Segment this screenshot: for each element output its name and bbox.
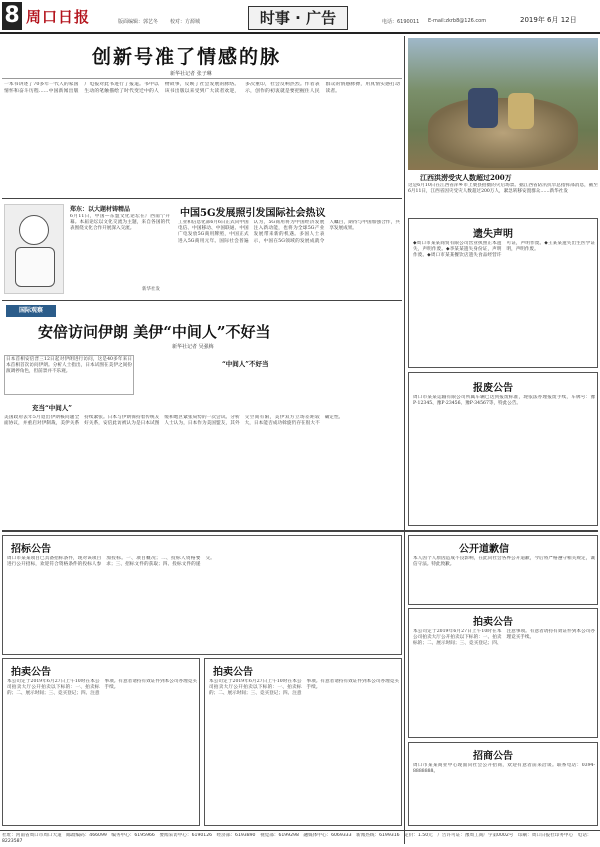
auction-notice-left-box xyxy=(2,658,200,826)
caricature-body: 6月11日，中国—东盟文化论坛在广西南宁开幕。本届论坛以文化交流为主题，来自各国的代表围绕文化合作开展深入交流。 xyxy=(70,214,170,232)
article-innovation xyxy=(2,38,402,196)
tender-notice-title: 招标公告 xyxy=(11,544,51,555)
page-number: 8 xyxy=(2,2,22,30)
article-innovation-body: 一本书讲述了70多年一代人的家国情怀和奋斗历程……中国新闻出版广电报对此书进行了报道。书中以生动的笔触描绘了时代变迁中的人物故事，反映了社会发展的脉络。该书出版以来受到广大读者欢迎，多次重印，社会反响热烈。作者表示，创作的初衷就是要把握住人民群众的情感脉搏，用真情实感打动读者。 xyxy=(4,82,400,94)
auction-notice-middle-box xyxy=(204,658,402,826)
article-abe-iran xyxy=(2,303,402,528)
masthead xyxy=(0,0,600,34)
article-5g-title: 中国5G发展照引发国际社会热议 xyxy=(180,208,326,219)
caricature-credit: 新华社发 xyxy=(142,287,160,292)
issue-date: 2019年 6月 12日 xyxy=(520,16,577,24)
caricature-image xyxy=(4,204,64,294)
article-5g-body: 工业和信息化部6月6日正式向中国电信、中国移动、中国联通、中国广电发放5G商用牌照，中国正式进入5G商用元年。国际社会普遍认为，5G商用将为中国经济发展注入新动能，也将为全球5G产业发展带来新的机遇。多国人士表示，中国在5G领域的发展成就令人瞩目，期待与中国加强合作，共享发展成果。 xyxy=(178,220,400,244)
auction-notice-right-body: 本公司定于2019年6月27日上午10时在本公司拍卖大厅公开拍卖以下标的：一、拍卖标的；二、展示时间；三、竞买登记；四、注意事项。有意者请持有效证件到本公司办理竞买手续。 xyxy=(413,629,595,647)
apology-letter-body: 本人因个人原因造成不良影响，在此向社会各界公开道歉，今后将严格遵守相关规定，诚信守法。特此致歉。 xyxy=(413,556,595,568)
paper-name: 周口日报 xyxy=(26,8,91,26)
tender-notice-box xyxy=(2,535,402,655)
auction-notice-right-box xyxy=(408,608,598,738)
article-innovation-byline: 新华社记者 张子琳 xyxy=(170,71,212,77)
auction-notice-middle-body: 本公司定于2019年6月27日上午10时在本公司拍卖大厅公开拍卖以下标的：一、拍卖标的；二、展示时间；三、竞买登记；四、注意事项。有意者请持有效证件到本公司办理竞买手续。 xyxy=(209,679,399,697)
apology-letter-box xyxy=(408,535,598,605)
scrap-notice-title: 报废公告 xyxy=(473,383,513,394)
investment-notice-title: 招商公告 xyxy=(473,751,513,762)
lost-notice-box xyxy=(408,218,598,368)
investment-notice-box xyxy=(408,742,598,826)
intl-observe-banner: 国际观察 xyxy=(6,305,56,317)
flood-photo xyxy=(408,38,598,170)
article-abe-iran-sub1: 充当“中间人” xyxy=(32,404,72,412)
auction-notice-middle-title: 拍卖公告 xyxy=(213,667,253,678)
flood-photo-caption-title: 江西洪涝受灾人数超过200万 xyxy=(420,173,512,182)
article-abe-iran-sub2: “中间人”不好当 xyxy=(222,360,269,368)
article-abe-iran-title: 安倍访问伊朗 美伊“中间人”不好当 xyxy=(38,323,271,341)
article-abe-iran-body: 美国政府去年5月退出伊朗核问题全面协议，并重启对伊制裁，美伊关系持续紧张。日本与伊朗保持着传统友好关系，安倍此访被认为是日本试图缓和地区紧张局势的一次尝试。分析人士认为，日本作为美国盟友，其外交空间有限，美伊双方立场差距较大，日本能否成功斡旋仍存在很大不确定性。 xyxy=(4,415,344,427)
article-innovation-title: 创新号准了情感的脉 xyxy=(92,46,282,68)
lost-notice-body: ◆周口市某某商贸有限公司营业执照正本遗失，声明作废。◆李某某遗失身份证，声明作废。◆周口市某某餐饮店遗失食品经营许可证，声明作废。◆王某某遗失出生医学证明，声明作废。 xyxy=(413,241,595,259)
auction-notice-left-title: 拍卖公告 xyxy=(11,667,51,678)
article-abe-iran-byline: 新华社记者 吴强梅 xyxy=(172,344,214,350)
proof-label: 校对：方源城 xyxy=(170,19,201,25)
section-title: 时事 · 广告 xyxy=(248,6,348,30)
flood-photo-caption: 这是6月10日在江西省萍乡市上栗县拍摄的灾后场景。据江西省防汛抗旱总指挥部消息，截至6月11日，江西省因灾受灾人数超过200万人，紧急转移安置群众……新华社发 xyxy=(408,183,598,195)
investment-notice-body: 周口市某某商业中心现面向社会公开招商，欢迎有意者前来洽谈。联系电话：0394-8888888。 xyxy=(413,763,595,775)
editor-label: 版面编辑：郭艺冬 xyxy=(118,19,159,25)
auction-notice-left-body: 本公司定于2019年6月27日上午10时在本公司拍卖大厅公开拍卖以下标的：一、拍卖标的；二、展示时间；三、竞买登记；四、注意事项。有意者请持有效证件到本公司办理竞买手续。 xyxy=(7,679,197,697)
article-abe-iran-lead: 日本首相安倍晋三12日起对伊朗进行访问，这是40多年来日本首相首次访问伊朗。分析人士指出，日本试图在美伊之间扮演调停角色，但前景并不乐观。 xyxy=(4,355,134,395)
footer-info: 社址：河南省周口市周口大道 邮政编码：466099 编务中心：6195966 要闻采访中心：6190126 经济部：6193890 视觉部：6199298 融媒体中心：6069333 新闻热线：6199316 定价：1.50元 广告许可证：豫周工商广字第0002号 印刷：周口日报社印务中心 电话：8223587 xyxy=(2,833,592,844)
caricature-block xyxy=(2,202,172,298)
auction-notice-right-title: 拍卖公告 xyxy=(473,617,513,628)
scrap-notice-body: 周口市某某运输有限公司所属车辆已达到报废标准，现依法办理报废手续，车牌号：豫P·12345、豫P·23456、豫P·34567等，特此公告。 xyxy=(413,395,595,407)
tender-notice-body: 周口市某某项目已具备招标条件，现对该项目进行公开招标，欢迎符合资格条件的投标人参加投标。一、项目概况；二、投标人资格要求；三、招标文件的获取；四、投标文件的递交。 xyxy=(7,556,215,568)
scrap-notice-box xyxy=(408,372,598,526)
hotline: 电话：6190011 xyxy=(382,19,420,25)
email: E-mail:zkrb8@126.com xyxy=(428,18,487,24)
apology-letter-title: 公开道歉信 xyxy=(459,544,509,555)
caricature-label: 郑东：以大题材铸精品 xyxy=(70,206,131,213)
article-5g xyxy=(176,202,402,298)
lost-notice-title: 遗失声明 xyxy=(473,229,513,240)
